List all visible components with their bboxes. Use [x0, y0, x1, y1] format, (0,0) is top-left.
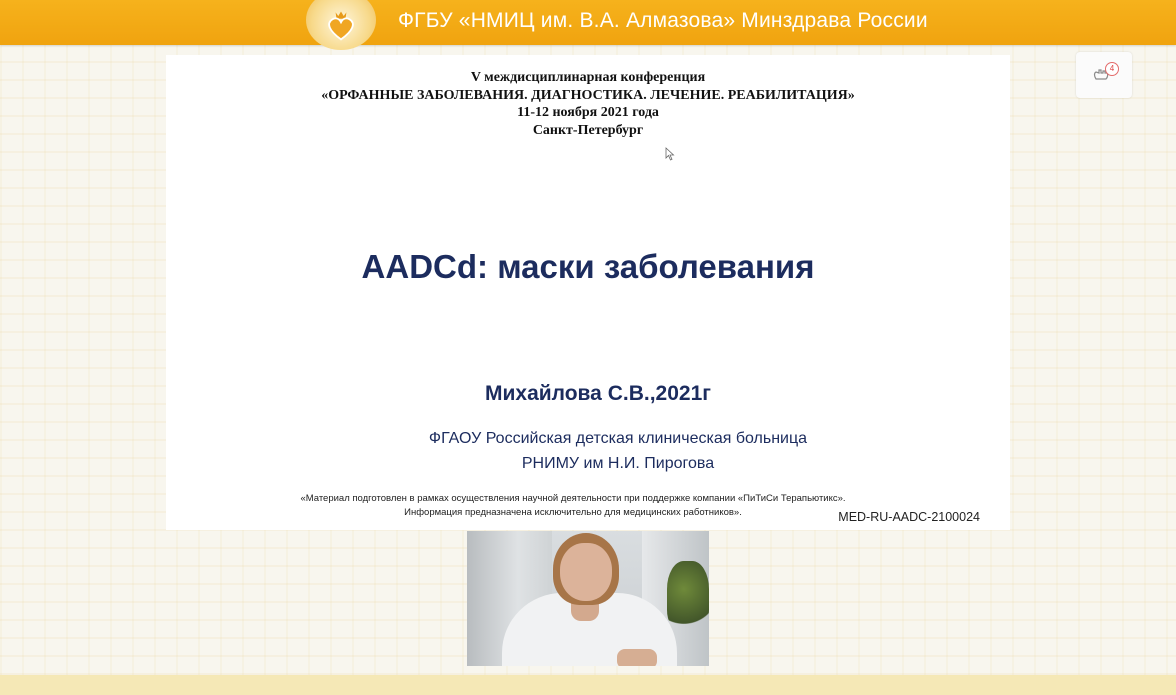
raise-hand-button[interactable]	[1076, 52, 1132, 98]
header-title: ФГБУ «НМИЦ им. В.А. Алмазова» Минздрава России	[398, 9, 928, 32]
conference-line: 11-12 ноября 2021 года	[517, 105, 659, 120]
speaker-face	[560, 543, 612, 601]
presentation-slide	[166, 55, 1010, 530]
video-plant	[667, 561, 709, 631]
institution-line: ФГАОУ Российская детская клиническая больница	[428, 430, 808, 447]
disclaimer-line: Информация предназначена исключительно для медицинских работников».	[404, 507, 742, 518]
mouse-cursor-icon	[665, 147, 675, 161]
conference-line: «ОРФАННЫЕ ЗАБОЛЕВАНИЯ. ДИАГНОСТИКА. ЛЕЧЕНИЕ. РЕАБИЛИТАЦИЯ»	[321, 87, 855, 103]
speaker-hand	[617, 649, 657, 666]
conference-line: V междисциплинарная конференция	[470, 70, 706, 85]
conference-line: Санкт-Петербург	[532, 122, 644, 138]
speaker-video-feed[interactable]	[467, 531, 709, 666]
notification-badge: 4	[1105, 62, 1119, 76]
footer-bar	[0, 675, 1176, 695]
material-code: MED-RU-AADC-2100024	[838, 510, 980, 524]
slide-title: AADCd: маски заболевания	[361, 248, 815, 285]
conference-info	[166, 69, 1010, 139]
heart-crown-icon[interactable]	[306, 0, 376, 50]
institution-line: РНИМУ им Н.И. Пирогова	[521, 455, 715, 472]
disclaimer-line: «Материал подготовлен в рамках осуществления научной деятельности при поддержке компании «ПиТиСи Терапьютикс».	[300, 493, 846, 504]
header-bar	[0, 0, 1176, 45]
slide-author: Михайлова С.В.,2021г	[484, 382, 711, 405]
institution-info	[166, 426, 1010, 476]
